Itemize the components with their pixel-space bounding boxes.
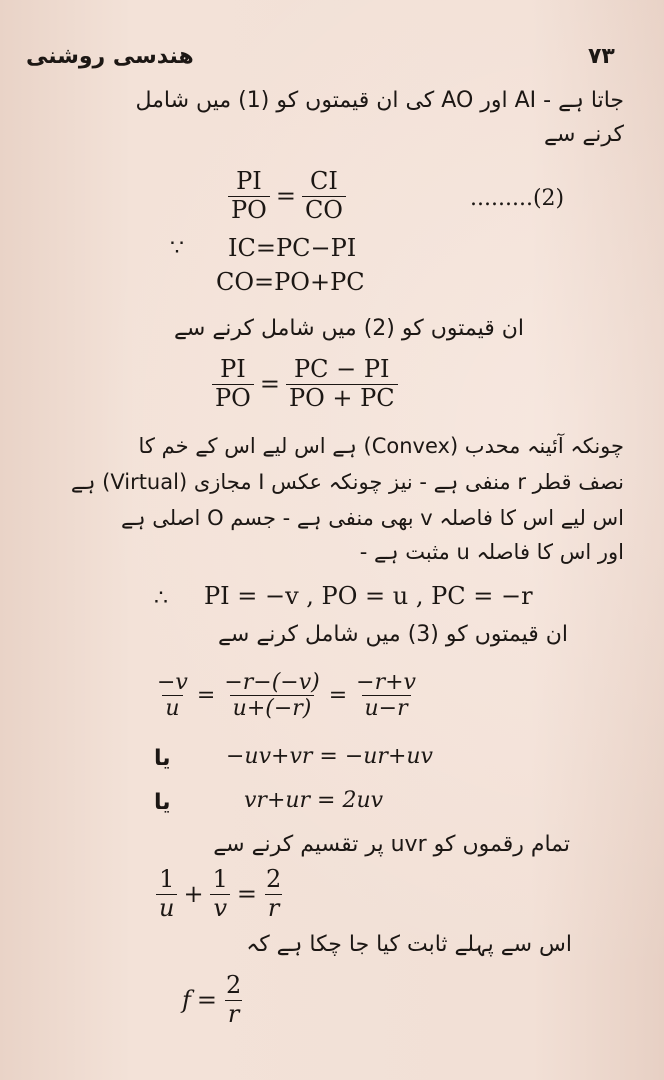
equals-sign: = [328, 683, 348, 709]
equals-sign: = [236, 880, 257, 909]
fraction [210, 866, 231, 922]
numerator: 1 [159, 865, 175, 893]
equation-7 [156, 866, 284, 922]
paragraph-3-line-3: اس لیے اس کا فاصلہ v بھی منفی ہے - جسم O اصلی ہے [120, 506, 624, 530]
since-equation-2: CO=PO+PC [216, 268, 365, 296]
denominator: r [225, 1000, 242, 1029]
paragraph-3-line-2: نصف قطر r منفی ہے - نیز چونکہ عکس I مجازی (Virtual) ہے [70, 470, 624, 494]
or-label-1: یا [154, 746, 171, 771]
denominator: PO [228, 196, 270, 225]
equation-2-label: .........(2) [470, 186, 565, 211]
numerator: PI [236, 167, 262, 195]
fraction [156, 866, 177, 922]
fraction [212, 356, 254, 412]
paragraph-1-line-1: جاتا ہے - AI اور AO کی ان قیمتوں کو (1) میں شامل [135, 88, 624, 113]
denominator: r [265, 894, 282, 923]
equals-sign: = [275, 182, 296, 211]
numerator: −v [157, 670, 188, 695]
numerator: −r+v [356, 670, 416, 695]
paragraph-5: تمام رقموں کو uvr پر تقسیم کرنے سے [213, 832, 570, 857]
numerator: CI [310, 167, 338, 195]
numerator: 1 [212, 865, 228, 893]
equation-3 [212, 356, 398, 412]
fraction [263, 866, 284, 922]
plus-sign: + [183, 880, 204, 909]
fraction [154, 670, 191, 722]
fraction [223, 972, 244, 1028]
paragraph-2: ان قیمتوں کو (2) میں شامل کرنے سے [174, 316, 524, 341]
therefore-symbol: ∴ [154, 586, 168, 611]
denominator: PO [212, 384, 254, 413]
equation-5: −uv+vr = −ur+uv [226, 744, 433, 769]
fraction [286, 356, 398, 412]
denominator: CO [302, 196, 346, 225]
since-equation-1: IC=PC−PI [228, 234, 357, 262]
denominator: u−r [362, 695, 411, 721]
equation-4 [154, 670, 419, 722]
equals-sign: = [259, 370, 280, 399]
denominator: v [210, 894, 230, 923]
numerator: PC − PI [294, 355, 390, 383]
therefore-equation: PI = −v , PO = u , PC = −r [204, 582, 533, 610]
paragraph-4: ان قیمتوں کو (3) میں شامل کرنے سے [218, 622, 568, 647]
page-number: ۷۳ [588, 44, 615, 69]
numerator: −r−(−v) [224, 670, 320, 695]
or-label-2: یا [154, 790, 171, 815]
denominator: u [156, 894, 177, 923]
fraction [302, 168, 346, 224]
denominator: u+(−r) [230, 695, 315, 721]
equation-8 [182, 972, 244, 1028]
paragraph-3-line-1: چونکہ آئینہ محدب (Convex) ہے اس لیے اس کے خم کا [138, 434, 624, 458]
fraction [353, 670, 419, 722]
denominator: u [162, 695, 182, 721]
numerator: 2 [265, 865, 282, 893]
chapter-title: هندسی روشنی [26, 44, 194, 69]
equation-2 [228, 168, 346, 224]
paragraph-1-line-2: کرنے سے [544, 122, 624, 147]
numerator: PI [220, 355, 246, 383]
denominator: PO + PC [286, 384, 398, 413]
paragraph-3-line-4: اور اس کا فاصلہ u مثبت ہے - [359, 540, 624, 564]
equals-sign: = [196, 986, 217, 1015]
equation-6: vr+ur = 2uv [244, 788, 384, 813]
paragraph-6: اس سے پہلے ثابت کیا جا چکا ہے کہ [246, 932, 572, 957]
focal-length-symbol: f [182, 986, 191, 1015]
because-symbol: ∵ [170, 236, 184, 261]
equals-sign: = [196, 683, 216, 709]
fraction [228, 168, 270, 224]
fraction [221, 670, 322, 722]
numerator: 2 [226, 971, 242, 999]
